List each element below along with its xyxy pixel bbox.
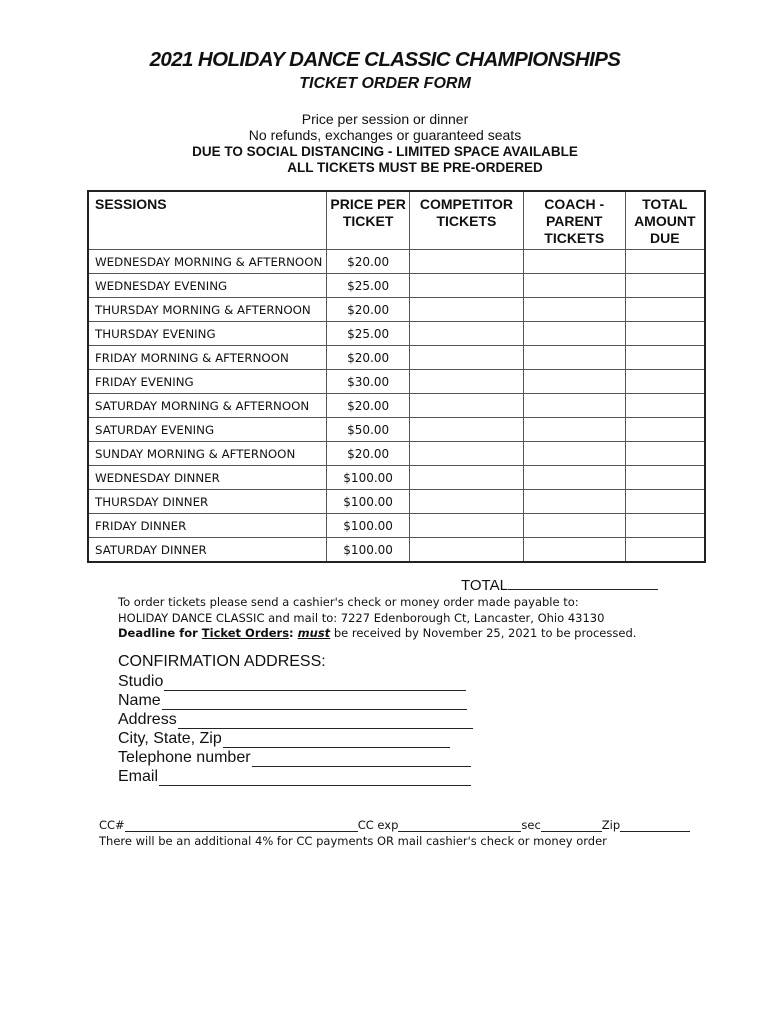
- table-row: [88, 514, 705, 538]
- table-row: [88, 346, 705, 370]
- email-field[interactable]: [118, 767, 471, 786]
- session-price: $20.00: [327, 298, 410, 322]
- session-price: $50.00: [327, 418, 410, 442]
- preorder-note: ALL TICKETS MUST BE PRE-ORDERED: [287, 160, 543, 175]
- coach-parent-tickets-cell[interactable]: [523, 394, 625, 418]
- table-row: [88, 538, 705, 563]
- session-price: $30.00: [327, 370, 410, 394]
- coach-parent-tickets-cell[interactable]: [523, 466, 625, 490]
- table-row: [88, 322, 705, 346]
- ticket-table: [87, 190, 706, 563]
- table-row: [88, 298, 705, 322]
- session-price: $100.00: [327, 490, 410, 514]
- total-amount-cell[interactable]: [625, 394, 705, 418]
- sessions-header: SESSIONS: [88, 191, 327, 250]
- deadline-colon: :: [289, 626, 298, 640]
- cc-exp-line[interactable]: [398, 820, 521, 832]
- coach-parent-tickets-cell[interactable]: [523, 370, 625, 394]
- coach-parent-tickets-cell[interactable]: [523, 442, 625, 466]
- competitor-tickets-cell[interactable]: [410, 418, 524, 442]
- deadline-must: must: [297, 626, 331, 640]
- total-label: TOTAL: [461, 577, 508, 594]
- coach-parent-tickets-cell[interactable]: [523, 514, 625, 538]
- name-input-line[interactable]: [162, 694, 467, 710]
- studio-input-line[interactable]: [164, 675, 466, 691]
- total-amount-cell[interactable]: [625, 274, 705, 298]
- city-field[interactable]: [118, 729, 450, 748]
- session-name: FRIDAY DINNER: [88, 514, 327, 538]
- total-amount-cell[interactable]: [625, 418, 705, 442]
- competitor-tickets-cell[interactable]: [410, 274, 524, 298]
- session-name: FRIDAY MORNING & AFTERNOON: [88, 346, 327, 370]
- total-amount-cell[interactable]: [625, 346, 705, 370]
- zip-label: Zip: [601, 818, 621, 832]
- table-row: [88, 370, 705, 394]
- table-row: [88, 490, 705, 514]
- coach-header: COACH - PARENT TICKETS: [523, 191, 625, 250]
- session-name: SATURDAY DINNER: [88, 538, 327, 563]
- session-price: $20.00: [327, 442, 410, 466]
- total-amount-cell[interactable]: [625, 490, 705, 514]
- address-field[interactable]: [118, 710, 473, 729]
- session-name: SATURDAY MORNING & AFTERNOON: [88, 394, 327, 418]
- competitor-tickets-cell[interactable]: [410, 514, 524, 538]
- coach-parent-tickets-cell[interactable]: [523, 538, 625, 563]
- cc-number-line[interactable]: [125, 820, 358, 832]
- session-price: $20.00: [327, 394, 410, 418]
- competitor-tickets-cell[interactable]: [410, 250, 524, 274]
- table-row: [88, 274, 705, 298]
- session-name: THURSDAY MORNING & AFTERNOON: [88, 298, 327, 322]
- coach-parent-tickets-cell[interactable]: [523, 346, 625, 370]
- total-amount-cell[interactable]: [625, 514, 705, 538]
- confirmation-heading: CONFIRMATION ADDRESS:: [118, 653, 326, 670]
- session-price: $20.00: [327, 346, 410, 370]
- competitor-tickets-cell[interactable]: [410, 442, 524, 466]
- deadline-ticket-orders: Ticket Orders: [201, 626, 290, 640]
- table-row: [88, 394, 705, 418]
- total-amount-cell[interactable]: [625, 250, 705, 274]
- competitor-tickets-cell[interactable]: [410, 490, 524, 514]
- session-name: WEDNESDAY MORNING & AFTERNOON: [88, 250, 327, 274]
- total-field[interactable]: [508, 575, 658, 590]
- table-row: [88, 466, 705, 490]
- address-label: Address: [118, 711, 177, 728]
- price-header: PRICE PER TICKET: [327, 191, 410, 250]
- email-label: Email: [118, 768, 159, 785]
- payment-line: [99, 818, 690, 832]
- total-amount-cell[interactable]: [625, 466, 705, 490]
- session-name: SATURDAY EVENING: [88, 418, 327, 442]
- cc-fee-note: There will be an additional 4% for CC payments OR mail cashier's check or money order: [99, 834, 607, 848]
- studio-label: Studio: [118, 673, 164, 690]
- deadline-prefix: Deadline for: [118, 626, 202, 640]
- total-amount-cell[interactable]: [625, 370, 705, 394]
- city-label: City, State, Zip: [118, 730, 222, 747]
- table-row: [88, 442, 705, 466]
- table-row: [88, 418, 705, 442]
- phone-input-line[interactable]: [252, 751, 471, 767]
- coach-parent-tickets-cell[interactable]: [523, 298, 625, 322]
- competitor-tickets-cell[interactable]: [410, 346, 524, 370]
- session-price: $20.00: [327, 250, 410, 274]
- cc-exp-label: CC exp: [357, 818, 399, 832]
- competitor-tickets-cell[interactable]: [410, 466, 524, 490]
- city-input-line[interactable]: [223, 732, 450, 748]
- total-amount-cell[interactable]: [625, 298, 705, 322]
- coach-parent-tickets-cell[interactable]: [523, 490, 625, 514]
- email-input-line[interactable]: [159, 770, 471, 786]
- phone-label: Telephone number: [118, 749, 251, 766]
- form-title: 2021 HOLIDAY DANCE CLASSIC CHAMPIONSHIPS: [149, 48, 621, 71]
- coach-parent-tickets-cell[interactable]: [523, 274, 625, 298]
- total-header: TOTAL AMOUNT DUE: [625, 191, 705, 250]
- sec-label: sec: [521, 818, 541, 832]
- address-input-line[interactable]: [178, 713, 473, 729]
- coach-parent-tickets-cell[interactable]: [523, 250, 625, 274]
- total-amount-cell[interactable]: [625, 442, 705, 466]
- refund-note: No refunds, exchanges or guaranteed seats: [248, 127, 522, 143]
- cc-label: CC#: [99, 818, 125, 832]
- distancing-note: DUE TO SOCIAL DISTANCING - LIMITED SPACE AVAILABLE: [192, 144, 578, 159]
- competitor-tickets-cell[interactable]: [410, 538, 524, 563]
- coach-parent-tickets-cell[interactable]: [523, 322, 625, 346]
- session-name: WEDNESDAY EVENING: [88, 274, 327, 298]
- session-price: $25.00: [327, 322, 410, 346]
- session-name: FRIDAY EVENING: [88, 370, 327, 394]
- session-price: $100.00: [327, 538, 410, 563]
- studio-field[interactable]: [118, 672, 466, 691]
- deadline-line: [118, 626, 636, 640]
- competitor-header: COMPETITOR TICKETS: [410, 191, 524, 250]
- sec-line[interactable]: [541, 820, 602, 832]
- session-price: $100.00: [327, 514, 410, 538]
- competitor-tickets-cell[interactable]: [410, 322, 524, 346]
- order-instructions: To order tickets please send a cashier's check or money order made payable to:: [118, 595, 579, 609]
- phone-field[interactable]: [118, 748, 471, 767]
- name-label: Name: [118, 692, 161, 709]
- session-name: THURSDAY EVENING: [88, 322, 327, 346]
- table-row: [88, 250, 705, 274]
- total-row: [461, 575, 658, 594]
- deadline-rest: be received by November 25, 2021 to be processed.: [330, 626, 637, 640]
- competitor-tickets-cell[interactable]: [410, 370, 524, 394]
- price-note: Price per session or dinner: [301, 111, 469, 127]
- form-subtitle: TICKET ORDER FORM: [299, 75, 471, 92]
- competitor-tickets-cell[interactable]: [410, 298, 524, 322]
- session-name: SUNDAY MORNING & AFTERNOON: [88, 442, 327, 466]
- session-name: THURSDAY DINNER: [88, 490, 327, 514]
- name-field[interactable]: [118, 691, 467, 710]
- mail-address: HOLIDAY DANCE CLASSIC and mail to: 7227 Edenborough Ct, Lancaster, Ohio 43130: [118, 611, 605, 625]
- session-price: $25.00: [327, 274, 410, 298]
- competitor-tickets-cell[interactable]: [410, 394, 524, 418]
- zip-line[interactable]: [620, 820, 690, 832]
- coach-parent-tickets-cell[interactable]: [523, 418, 625, 442]
- session-price: $100.00: [327, 466, 410, 490]
- total-amount-cell[interactable]: [625, 322, 705, 346]
- total-amount-cell[interactable]: [625, 538, 705, 563]
- session-name: WEDNESDAY DINNER: [88, 466, 327, 490]
